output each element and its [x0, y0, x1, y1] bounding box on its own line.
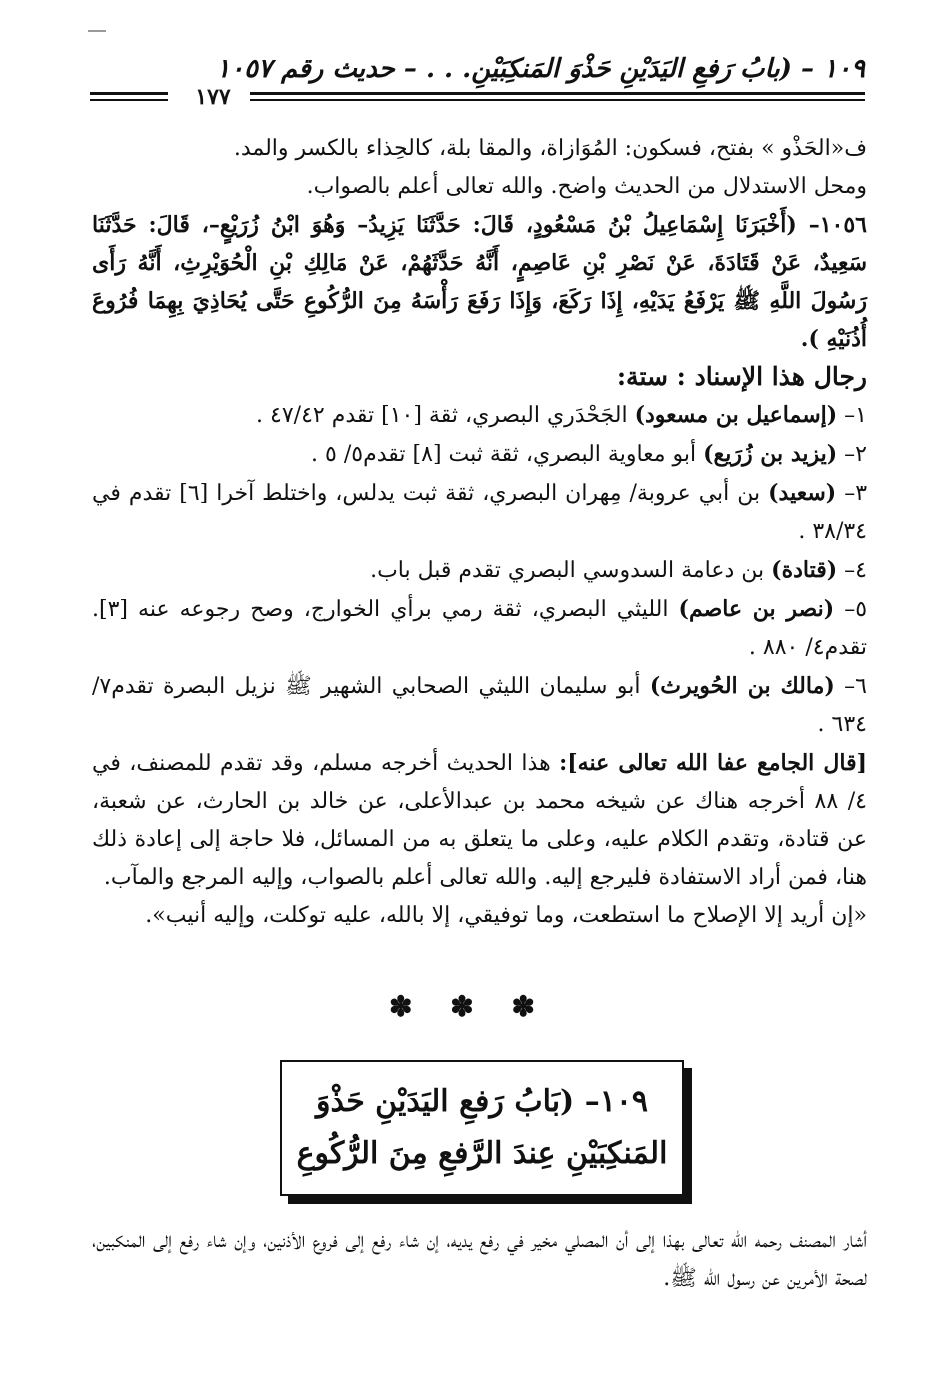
narrator-item — [92, 435, 867, 474]
commentary-label: [قال الجامع عفا الله تعالى عنه]: — [559, 750, 868, 776]
header-rule — [90, 92, 168, 95]
chapter-intro-text: أشار المصنف رحمه الله تعالى بهذا إلى أن المصلي مخير في رفع يديه، إن شاء رفع إلى فروع الأذنين، وإن شاء رفع إلى المنكبين، لصحة الأمرين عن رسول الله ﷺ. — [92, 1228, 867, 1291]
narrator-name: (إسماعيل بن مسعود) — [634, 402, 838, 428]
commentary — [92, 744, 867, 897]
corner-mark — [88, 30, 106, 32]
header-rule — [250, 99, 865, 101]
narrator-name: (مالك بن الحُويرث) — [649, 673, 835, 699]
narrator-number: ٤– — [844, 558, 867, 583]
page-number: ١٧٧ — [195, 84, 231, 110]
chapter-heading-line: المَنكِبَيْنِ عِندَ الرَّفعِ مِنَ الرُّكُوعِ — [296, 1136, 668, 1171]
explanation-line: ومحل الاستدلال من الحديث واضح. والله تعالى أعلم بالصواب. — [306, 174, 867, 199]
narrator-item — [92, 396, 867, 435]
narrator-number: ٦– — [844, 674, 867, 699]
narrator-name: (نصر بن عاصم) — [678, 596, 835, 622]
main-text — [92, 130, 867, 935]
narrator-number: ١– — [844, 403, 867, 428]
narrator-item — [92, 590, 867, 667]
narrator-name: (سعيد) — [768, 480, 837, 506]
narrator-name: (يزيد بن زُرَيع) — [703, 441, 838, 467]
narrator-item — [92, 667, 867, 744]
chapter-intro — [92, 1222, 867, 1298]
explanation-line: ف«الحَذْو » بفتح، فسكون: المُوَازاة، والمقا بلة، كالحِذاء بالكسر والمد. — [233, 136, 867, 161]
narrator-number: ٥– — [844, 597, 868, 622]
narrator-item — [92, 474, 867, 551]
narrator-name: (قتادة) — [771, 557, 838, 583]
commentary-text: هذا الحديث أخرجه مسلم، وقد تقدم للمصنف، في ٤/ ٨٨ أخرجه هناك عن شيخه محمد بن عبدالأعلى، عن خالد بن الحارث، عن شعبة، عن قتادة، وتقدم الكلام عليه، وعلى ما يتعلق به من المسائل، فلا حاجة إلى إعادة ذلك هنا، فمن أراد الاستفادة فليرجع إليه. والله تعالى أعلم بالصواب، وإليه المرجع والمآب. — [92, 751, 867, 890]
narrator-details: الليثي البصري، ثقة رمي برأي الخوارج، وصح رجوعه عنه [٣]. تقدم٤/ ٨٨٠ . — [92, 597, 867, 660]
header-rule — [90, 99, 168, 101]
page-header — [90, 50, 865, 110]
narrator-details: بن أبي عروبة/ مِهران البصري، ثقة ثبت يدلس، واختلط آخرا [٦] تقدم في ٣٨/٣٤ . — [92, 481, 867, 544]
narrator-details: أبو سليمان الليثي الصحابي الشهير ﷺ نزيل البصرة تقدم٧/ ٦٣٤ . — [92, 674, 867, 737]
chapter-heading-line: ١٠٩– (بَابُ رَفعِ اليَدَيْنِ حَذْوَ — [315, 1084, 649, 1119]
narrator-details: الجَحْدَري البصري، ثقة [١٠] تقدم ٤٧/٤٢ . — [256, 403, 628, 428]
narrator-number: ٣– — [844, 481, 868, 506]
narrator-details: أبو معاوية البصري، ثقة ثبت [٨] تقدم٥/ ٥ . — [311, 442, 697, 467]
narrator-item — [92, 551, 867, 590]
section-separator: ✽ ✽ ✽ — [389, 990, 549, 1023]
chapter-heading-box — [280, 1060, 684, 1196]
chapter-heading — [282, 1062, 682, 1180]
narrator-details: بن دعامة السدوسي البصري تقدم قبل باب. — [370, 558, 765, 583]
narrators-heading: رجال هذا الإسناد : ستة: — [616, 362, 867, 391]
running-title: ١٠٩ – (بابُ رَفعِ اليَدَيْنِ حَذْوَ المَنكِبَيْنِ. . . – حديث رقم ١٠٥٧ — [216, 54, 865, 84]
closing-quote: «إن أريد إلا الإصلاح ما استطعت، وما توفيقي، إلا بالله، عليه توكلت، وإليه أنيب». — [145, 903, 867, 928]
narrator-number: ٢– — [844, 442, 867, 467]
header-rule — [250, 92, 865, 95]
hadith-text: ١٠٥٦– (أَخْبَرَنَا إِسْمَاعِيلُ بْنُ مَسْعُودٍ، قَالَ: حَدَّثَنَا يَزِيدُ– وَهُوَ ابْنُ زُرَيْعٍ–، قَالَ: حَدَّثَنَا سَعِيدٌ، عَنْ قَتَادَةَ، عَنْ نَصْرِ بْنِ عَاصِمٍ، أَنَّهُ حَدَّثَهُمْ، عَنْ مَالِكِ بْنِ الْحُوَيْرِثِ، أَنَّهُ رَأَى رَسُولَ اللَّهِ ﷺ يَرْفَعُ يَدَيْهِ، إِذَا رَكَعَ، وَإِذَا رَفَعَ رَأْسَهُ مِنَ الرُّكُوعِ حَتَّى يُحَاذِيَ بِهِمَا فُرُوعَ أُذُنَيْهِ ). — [92, 212, 868, 352]
